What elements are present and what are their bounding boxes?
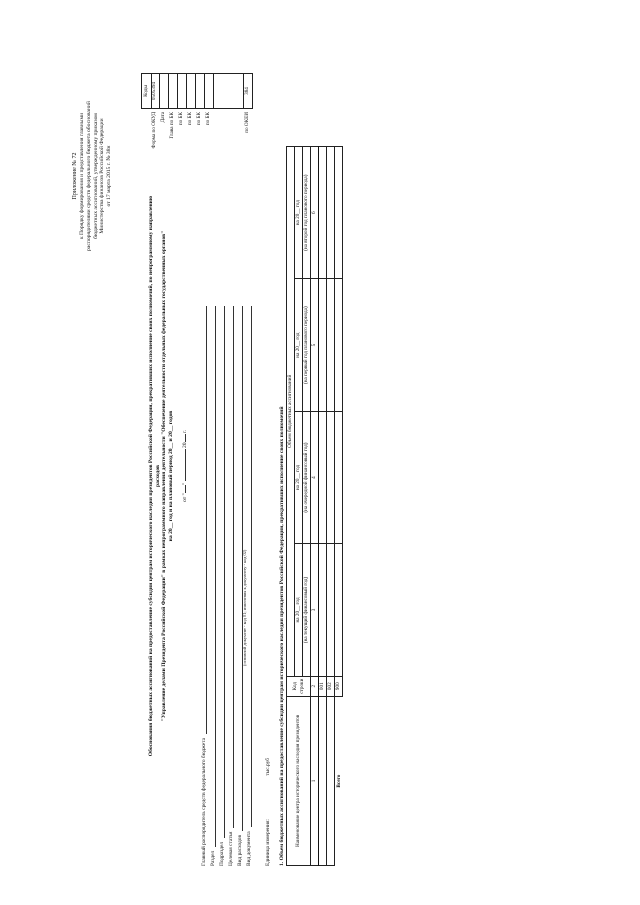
total-code: 900 [335,676,343,696]
total-cell [335,544,343,676]
col-number: 2 [311,676,319,696]
codes-value [213,73,244,109]
appendix-title: Приложение № 72 [72,152,78,200]
document-page [72,66,342,866]
title-line: на 20__ год и на плановый период 20__ и 20__ годов [168,410,175,542]
codes-box [142,72,252,158]
appendix-line: распорядителями средств федерального бюджета обоснований [85,101,92,251]
codes-label: по БК [187,112,194,126]
field-label: Раздел [209,850,216,866]
row-cell [327,279,335,411]
year-header: на 20__ год [295,147,303,279]
row-cell [319,147,327,279]
date-year: 20 [182,442,188,449]
field-row [198,306,207,866]
row-cell [327,411,335,543]
title-line: "Управление делами Президента Российской Федерации" в рамках непрограммного направления деятельности "Обеспечение деятельности отдельных федеральных государственных органов" [161,230,168,722]
row-cell [327,544,335,676]
field-row [216,306,225,866]
codes-label: по БК [205,112,212,126]
row-cell [319,544,327,676]
codes-label: по БК [196,112,203,126]
section-title: 1. Объем бюджетных ассигнований на предоставление субсидии центрам исторического наследия президентов Российской Федерации, прекративших исполнение своих полномочий [279,406,285,866]
year-header: на 20__ год [295,411,303,543]
col-number: 4 [311,411,319,543]
row-code: 002 [327,676,335,696]
field-label: Вид документа [245,831,252,866]
year-subheader: (на второй год планового периода) [303,147,311,279]
codes-label: Глава по БК [169,112,176,139]
col-number: 3 [311,544,319,676]
table-row [327,147,335,866]
codes-header: Коды [141,73,152,109]
total-cell [335,147,343,279]
codes-label: Форма по ОКУД [151,112,158,149]
units-row [265,758,271,866]
row-code: 001 [319,676,327,696]
col-header-group: Объем бюджетных ассигнований [287,147,295,677]
field-label: Вид расходов [236,835,243,866]
year-header: на 20__ год [295,279,303,411]
codes-value: 0505394 [150,73,160,109]
appendix-header [72,76,113,276]
row-name [327,696,335,865]
row-cell [319,411,327,543]
document-title [148,186,175,766]
appendix-line: бюджетных ассигнований, утвержденному приказом [92,113,99,239]
field-label: Целевая статья [227,831,234,866]
field-label: Подраздел [218,841,225,866]
header-fields [174,306,252,866]
date-suffix: г. [182,429,188,434]
codes-label: Дата [160,112,167,123]
total-cell [335,279,343,411]
codes-label: по ОКЕИ [244,112,251,133]
col-number: 6 [311,147,319,279]
row-name [319,696,327,865]
col-number: 1 [311,696,319,865]
units-value: тыс.руб [265,758,271,776]
title-line: Обоснования бюджетных ассигнований на предоставление субсидии центрам исторического наследия президентов Российской Федерации, прекративших исполнение своих полномочий, по непрограммному направлению расходов [148,195,161,757]
col-header-name: Наименование центра исторического наследия президентов [287,696,311,865]
field-row [207,306,216,866]
date-quote: " [182,482,188,486]
row-cell [327,147,335,279]
appendix-line: от 17 марта 2015 г. № 38н [106,145,112,207]
year-subheader: (на текущий финансовый год) [303,544,311,676]
col-header-code: Код строки [287,676,311,696]
year-subheader: (на первый год планового периода) [303,279,311,411]
codes-value: 384 [243,73,253,109]
codes-label: по БК [178,112,185,126]
units-label: Единица измерения: [265,819,271,866]
doc-type-note: (основной документ - код 01; изменения к документу - код 02) [242,549,247,666]
total-row [335,147,343,866]
appendix-line: к Порядку формирования и представления главными [79,112,86,240]
field-row [225,306,234,866]
date-prefix: от " [182,493,188,503]
total-label: Всего [335,696,343,865]
budget-table [286,146,343,866]
col-number: 5 [311,279,319,411]
field-label: Главный распорядитель средств федерального бюджета [200,737,207,866]
appendix-line: Министерства финансов Российской Федерации [99,118,106,234]
year-subheader: (на очередной финансовый год) [303,411,311,543]
total-cell [335,411,343,543]
row-cell [319,279,327,411]
year-header: на 20__ год [295,544,303,676]
table-row [319,147,327,866]
